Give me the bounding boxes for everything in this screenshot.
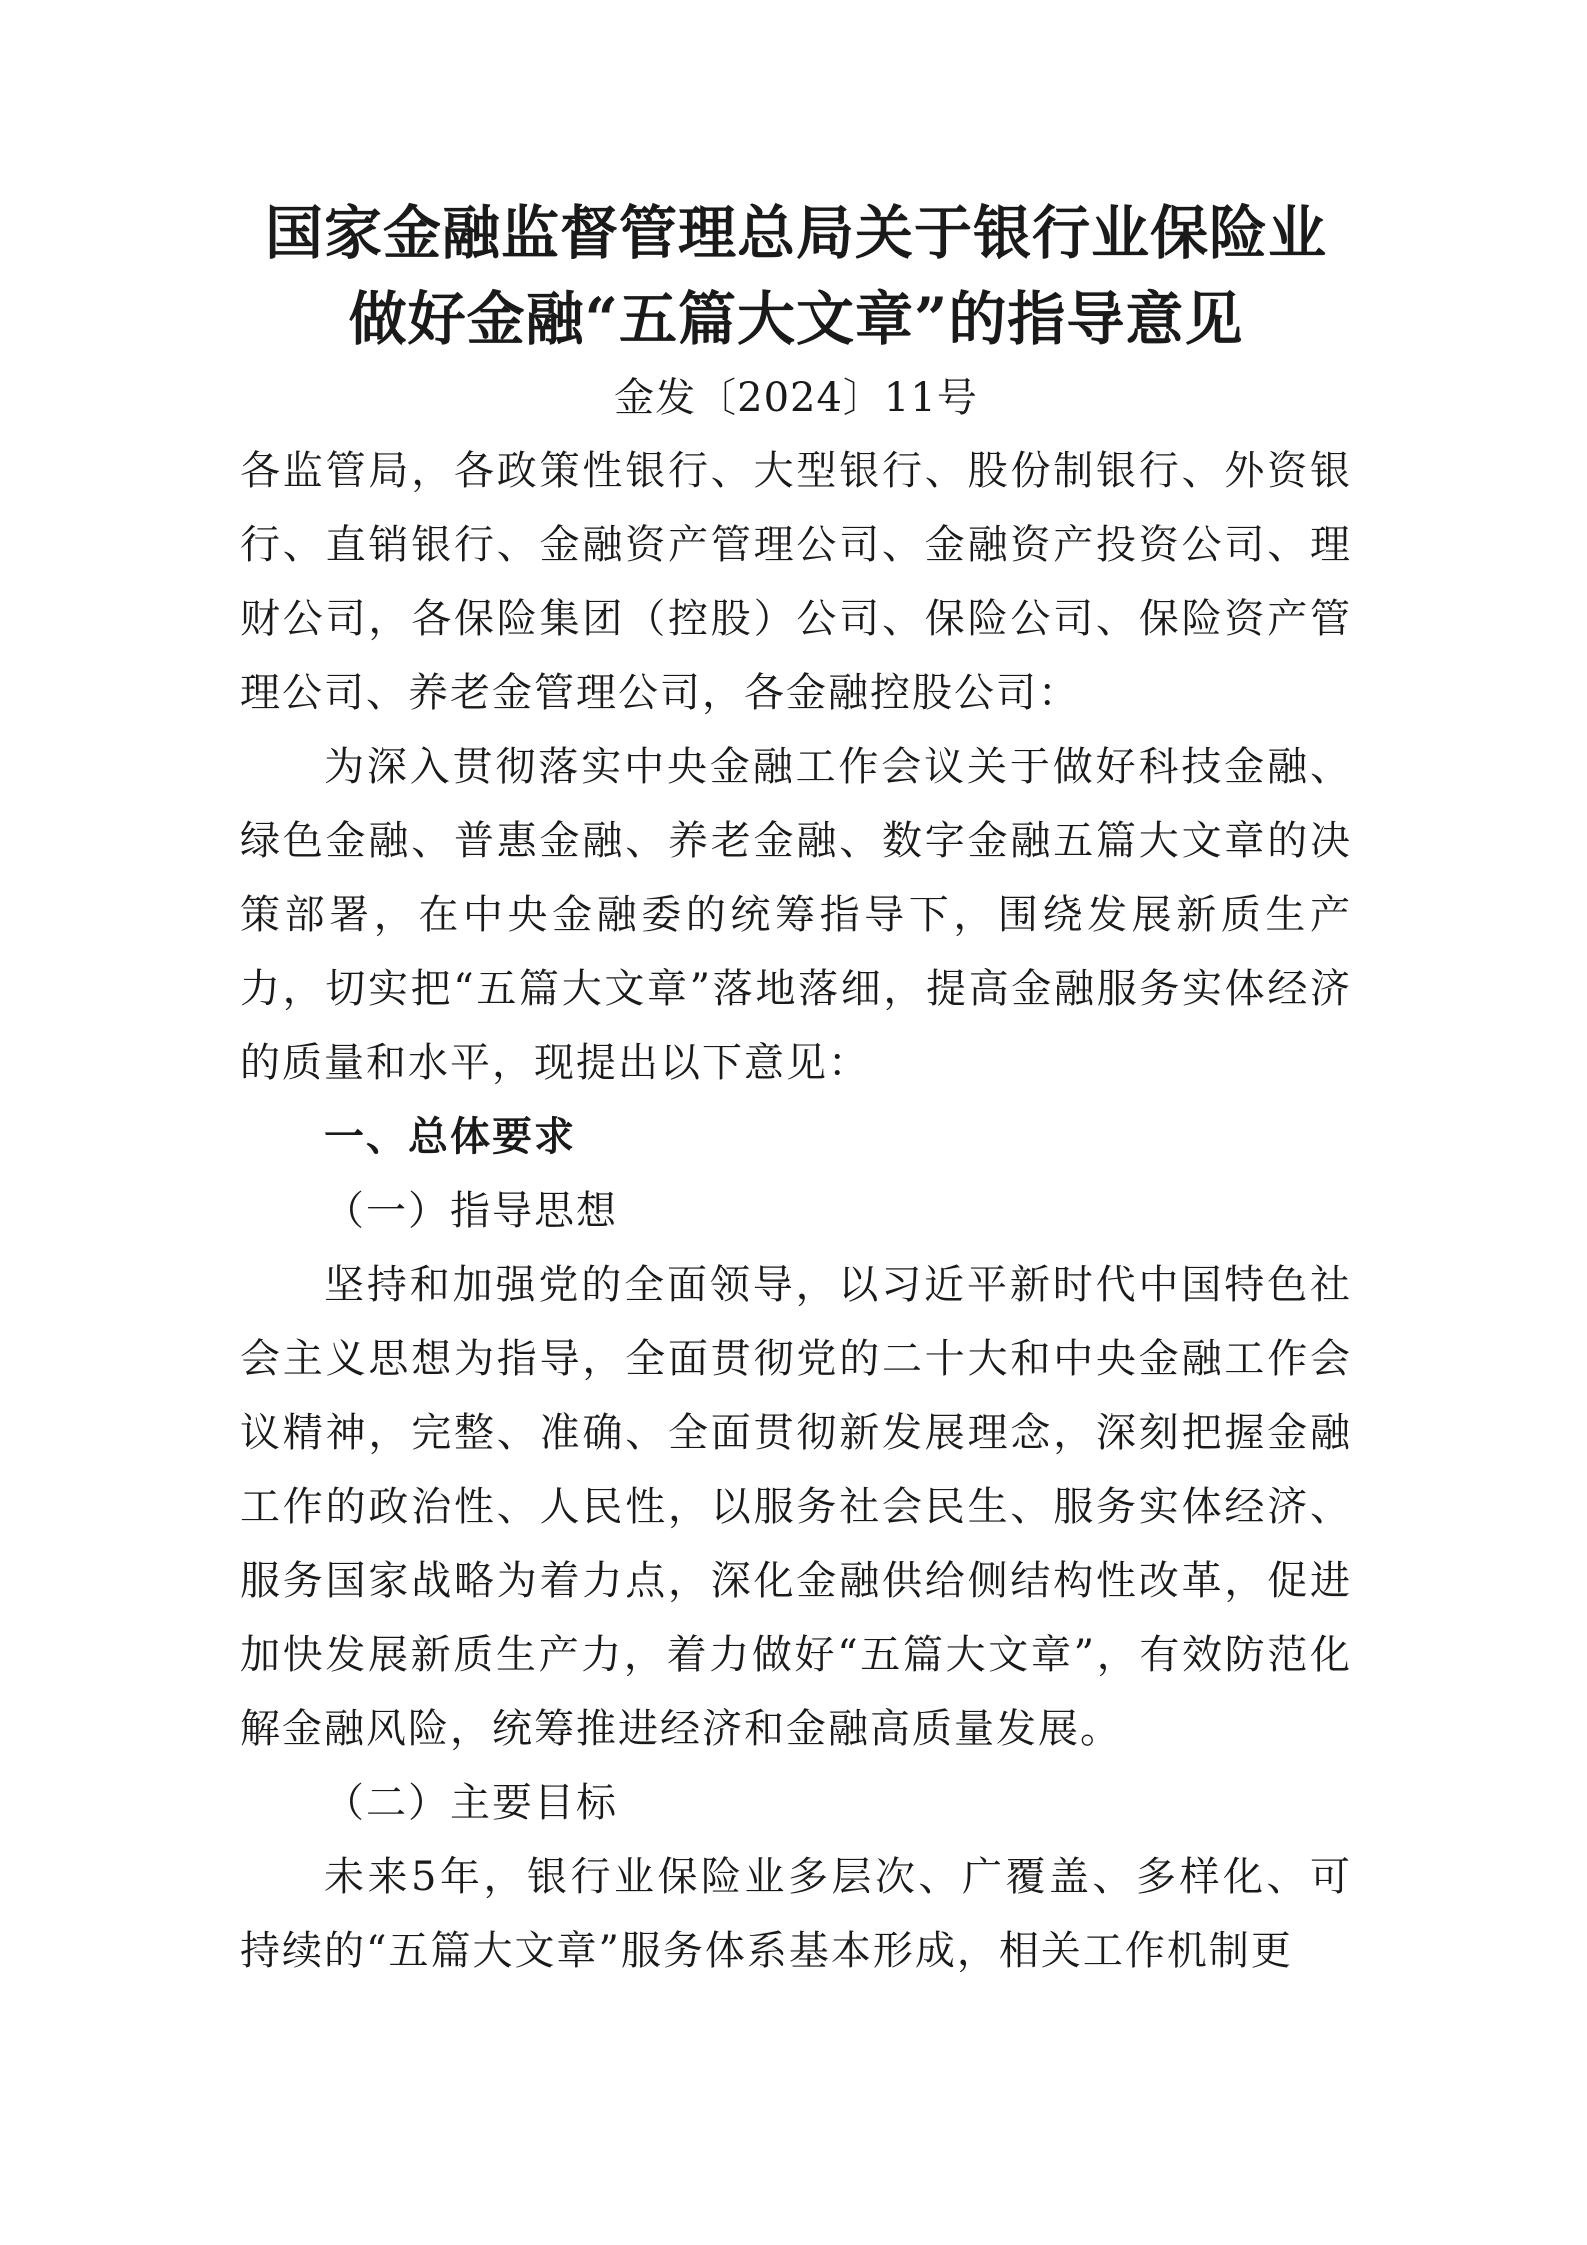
section-heading-general-requirements: 一、总体要求 [324, 1113, 576, 1160]
intro-paragraph: 为深入贯彻落实中央金融工作会议关于做好科技金融、绿色金融、普惠金融、养老金融、数字金融五篇大文章的决策部署，在中央金融委的统筹指导下，围绕发展新质生产力，切实把“五篇大文章”落地落细，提高金融服务实体经济的质量和水平，现提出以下意见： [240, 744, 1352, 1086]
title-line-1: 国家金融监督管理总局关于银行业保险业 [264, 199, 1327, 267]
document-number: 金发〔2024〕11号 [614, 375, 978, 421]
document-title [240, 190, 1352, 362]
subsection-heading-guiding-ideology: （一）指导思想 [324, 1188, 618, 1234]
document-page [240, 190, 1352, 1988]
subsection-heading-main-goals: （二）主要目标 [324, 1780, 618, 1826]
guiding-ideology-paragraph: 坚持和加强党的全面领导，以习近平新时代中国特色社会主义思想为指导，全面贯彻党的二十大和中央金融工作会议精神，完整、准确、全面贯彻新发展理念，深刻把握金融工作的政治性、人民性，以服务社会民生、服务实体经济、服务国家战略为着力点，深化金融供给侧结构性改革，促进加快发展新质生产力，着力做好“五篇大文章”，有效防范化解金融风险，统筹推进经济和金融高质量发展。 [240, 1262, 1352, 1752]
main-goals-paragraph: 未来5年，银行业保险业多层次、广覆盖、多样化、可持续的“五篇大文章”服务体系基本形成，相关工作机制更 [240, 1854, 1352, 1974]
addressee-paragraph: 各监管局，各政策性银行、大型银行、股份制银行、外资银行、直销银行、金融资产管理公司、金融资产投资公司、理财公司，各保险集团（控股）公司、保险公司、保险资产管理公司、养老金管理公司，各金融控股公司： [240, 448, 1352, 716]
title-line-2: 做好金融“五篇大文章”的指导意见 [348, 285, 1244, 353]
